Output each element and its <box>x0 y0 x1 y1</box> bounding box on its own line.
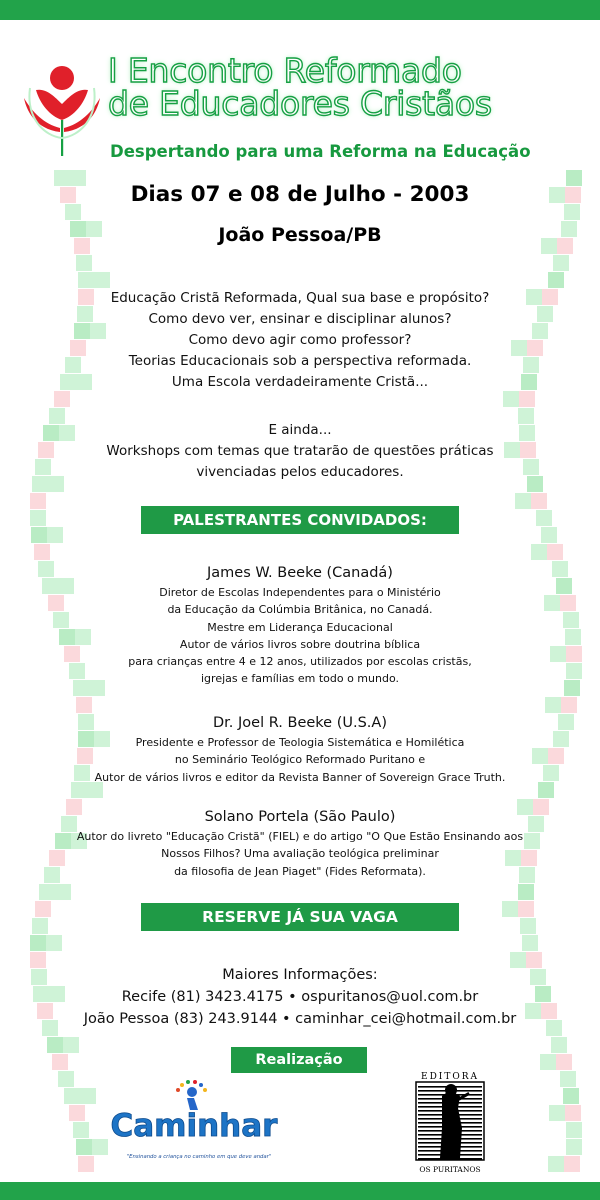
event-title <box>108 51 598 123</box>
event-logo-icon <box>22 58 112 158</box>
speaker-desc-line: Autor do livreto "Educação Cristã" (FIEL) e do artigo "O Que Estão Ensinando aos <box>76 830 524 843</box>
extra-line: Workshops com temas que tratarão de questões práticas <box>106 443 494 459</box>
caminhar-figure-icon <box>176 1080 207 1110</box>
speaker-desc-line: Autor de vários livros sobre doutrina bíblica <box>179 637 421 651</box>
contact-recife: Recife (81) 3423.4175 • ospuritanos@uol.com.br <box>121 989 479 1005</box>
speaker-desc-line: Nossos Filhos? Uma avaliação teológica preliminar <box>161 847 439 861</box>
contact-heading: Maiores Informações: <box>222 967 378 983</box>
speaker-2 <box>0 712 600 786</box>
caminhar-wordmark: Caminhar <box>110 1108 278 1144</box>
speaker-desc-line: Diretor de Escolas Independentes para o Ministério <box>159 586 441 599</box>
speaker-desc-line: da filosofia de Jean Piaget" (Fides Reformata). <box>174 864 426 878</box>
intro-line: Uma Escola verdadeiramente Cristã... <box>171 374 429 390</box>
speaker-name: Dr. Joel R. Beeke (U.S.A) <box>213 715 387 731</box>
speaker-desc-line: Autor de vários livros e editor da Revista Banner of Sovereign Grace Truth. <box>94 770 506 784</box>
speakers-heading-banner: PALESTRANTES CONVIDADOS: <box>141 506 459 534</box>
speaker-desc-line: para crianças entre 4 e 12 anos, utilizados por escolas cristãs, <box>128 655 472 669</box>
extra-line: E ainda... <box>268 422 332 438</box>
speaker-desc-line: Presidente e Professor de Teologia Sistemática e Homilética <box>135 736 465 749</box>
caminhar-tagline: "Ensinando a criança no caminho em que deve andar" <box>126 1154 272 1160</box>
bottom-green-band <box>0 1182 600 1200</box>
intro-text <box>0 288 600 393</box>
event-title-line2: de Educadores Cristãos <box>108 84 492 123</box>
speaker-1 <box>0 562 600 688</box>
speaker-desc-line: da Educação da Colúmbia Britânica, no Canadá. <box>167 603 433 617</box>
speaker-name: James W. Beeke (Canadá) <box>207 565 393 581</box>
speaker-3 <box>0 806 600 880</box>
event-city: João Pessoa/PB <box>218 224 382 246</box>
event-title-line1: I Encontro Reformado <box>108 51 462 90</box>
speaker-desc-line: no Seminário Teológico Reformado Puritano e <box>174 753 426 767</box>
intro-line: Educação Cristã Reformada, Qual sua base e propósito? <box>110 290 490 306</box>
event-subtitle: Despertando para uma Reforma na Educação <box>110 142 531 161</box>
realizacao-banner: Realização <box>231 1047 367 1073</box>
intro-line: Como devo ver, ensinar e disciplinar alunos? <box>148 311 452 327</box>
intro-line: Como devo agir como professor? <box>188 332 412 348</box>
speaker-name: Solano Portela (São Paulo) <box>204 809 396 825</box>
contact-joao-pessoa: João Pessoa (83) 243.9144 • caminhar_cei@hotmail.com.br <box>83 1011 517 1027</box>
speaker-desc-line: igrejas e famílias em todo o mundo. <box>201 672 399 686</box>
speaker-desc-line: Mestre em Liderança Educacional <box>207 620 393 634</box>
caminhar-logo <box>94 1076 304 1166</box>
extra-line: vivenciadas pelos educadores. <box>196 464 404 480</box>
event-dates: Dias 07 e 08 de Julho - 2003 <box>130 182 470 207</box>
reserve-banner: RESERVE JÁ SUA VAGA <box>141 903 459 931</box>
contact-info <box>0 964 600 1030</box>
intro-line: Teorias Educacionais sob a perspectiva reformada. <box>128 353 472 369</box>
workshops-text <box>0 420 600 483</box>
editora-label: EDITORA <box>421 1072 479 1082</box>
editora-os-puritanos-logo <box>414 1068 486 1176</box>
editora-name: OS PURITANOS <box>419 1165 481 1174</box>
